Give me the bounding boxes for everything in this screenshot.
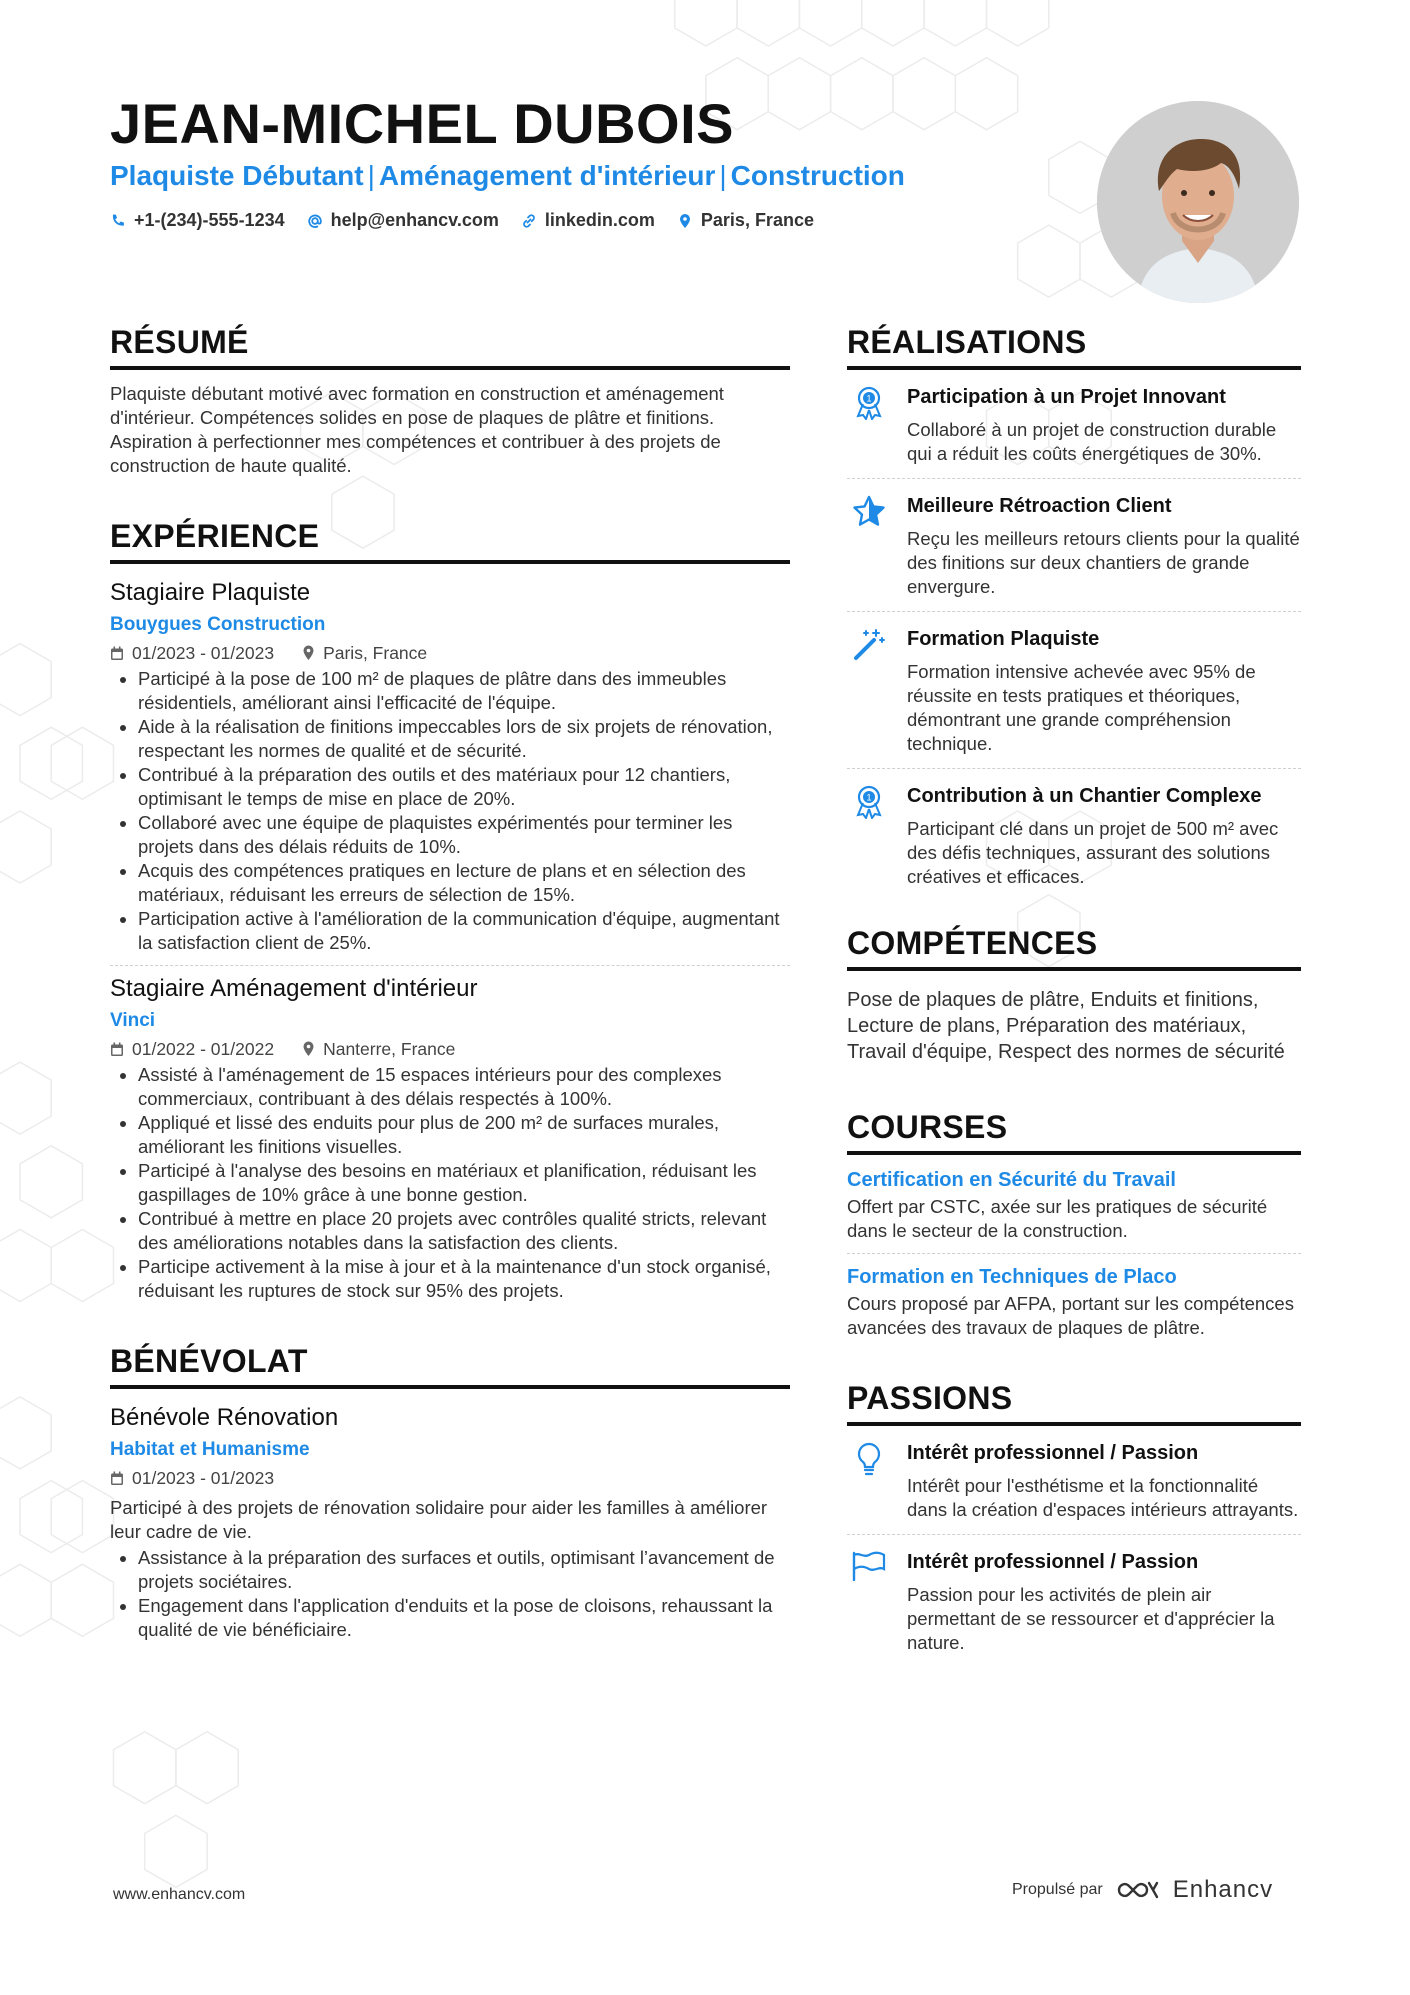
calendar-icon: [110, 646, 124, 661]
volunteer-org: Habitat et Humanisme: [110, 1439, 310, 1460]
job-entry: [110, 578, 790, 955]
location-pin-icon: [302, 1041, 315, 1057]
skills-text: Pose de plaques de plâtre, Enduits et finitions, Lecture de plans, Préparation des matériaux, Travail d'équipe, Respect des normes de sécurité: [847, 989, 1285, 1063]
achievement-desc: Collaboré à un projet de construction durable qui a réduit les coûts énergétiques de 30%.: [907, 419, 1277, 464]
bullet-item: • Appliqué et lissé des enduits pour plus de 200 m² de surfaces murales, améliorant les finitions visuelles.: [138, 1111, 790, 1159]
contact-linkedin[interactable]: [521, 210, 655, 231]
enhancv-logo-icon: [1115, 1878, 1161, 1902]
job-dates: [110, 641, 274, 665]
volunteer-summary: Participé à des projets de rénovation solidaire pour aider les familles à améliorer leur cadre de vie.: [110, 1497, 768, 1542]
job-title: Stagiaire Plaquiste: [110, 579, 311, 606]
job-bullets: [110, 1063, 790, 1303]
job-bullets: [110, 667, 790, 955]
contact-linkedin-text: linkedin.com: [544, 210, 655, 230]
job-dates: [110, 1037, 274, 1061]
job-title: Stagiaire Aménagement d'intérieur: [110, 975, 478, 1002]
svg-text:1: 1: [866, 393, 872, 404]
location-pin-icon: [302, 645, 315, 661]
contact-location-text: Paris, France: [700, 210, 814, 230]
contact-email[interactable]: [307, 210, 499, 231]
section-title-passions: PASSIONS: [847, 1382, 1301, 1426]
brand-name: Enhancv: [1172, 1876, 1274, 1903]
bullet-item: • Participé à la pose de 100 m² de plaques de plâtre dans des immeubles résidentiels, améliorant ainsi l'efficacité de l'équipe.: [138, 667, 790, 715]
volunteer-section: [110, 1345, 790, 1642]
star-icon: [847, 493, 891, 599]
passion-desc: Intérêt pour l'esthétisme et la fonctionnalité dans la création d'espaces intérieurs attrayants.: [907, 1475, 1299, 1520]
achievement-desc: Participant clé dans un projet de 500 m² avec des défis techniques, assurant des solutions créatives et efficaces.: [907, 818, 1279, 887]
passion-item: [847, 1534, 1301, 1667]
achievements-section: [847, 326, 1301, 901]
location-pin-icon: [677, 213, 693, 229]
award-ribbon-icon: [847, 783, 891, 889]
resume-summary-section: [110, 326, 790, 478]
job-dates-text: 01/2022 - 01/2022: [132, 1039, 275, 1059]
portrait-illustration: [1097, 101, 1299, 303]
bullet-item: • Participation active à l'amélioration de la communication d'équipe, augmentant la satisfaction client de 25%.: [138, 907, 790, 955]
bullet-item: • Collaboré avec une équipe de plaquistes expérimentés pour terminer les projets dans des délais réduits de 10%.: [138, 811, 790, 859]
magic-wand-icon: [847, 626, 891, 756]
job-location-text: Nanterre, France: [323, 1039, 456, 1059]
headline: [110, 162, 905, 190]
job-meta: [110, 641, 790, 665]
achievement-item: [847, 478, 1301, 611]
phone-icon: [110, 213, 126, 229]
contact-email-text: help@enhancv.com: [330, 210, 499, 230]
link-icon: [521, 213, 537, 229]
volunteer-dates-text: 01/2023 - 01/2023: [132, 1468, 275, 1488]
candidate-name: JEAN-MICHEL DUBOIS: [110, 92, 735, 155]
course-item: [847, 1264, 1301, 1340]
job-dates-text: 01/2023 - 01/2023: [132, 643, 275, 663]
footer-branding: [1012, 1876, 1273, 1904]
course-title: Certification en Sécurité du Travail: [847, 1169, 1176, 1191]
section-title-resume: RÉSUMÉ: [110, 326, 790, 370]
volunteer-dates: [110, 1466, 274, 1490]
calendar-icon: [110, 1471, 124, 1486]
powered-by-label: Propulsé par: [1012, 1881, 1103, 1898]
course-title: Formation en Techniques de Placo: [847, 1266, 1177, 1288]
bullet-item: • Assisté à l'aménagement de 15 espaces intérieurs pour des complexes commerciaux, contribuant à des délais respectés à 100%.: [138, 1063, 790, 1111]
company-name: Vinci: [110, 1010, 156, 1031]
bullet-item: • Engagement dans l'application d'enduits et la pose de cloisons, rehaussant la qualité de vie bénéficiaire.: [138, 1594, 790, 1642]
passions-section: [847, 1382, 1301, 1667]
at-icon: [307, 213, 323, 229]
footer-website[interactable]: www.enhancv.com: [113, 1886, 246, 1903]
job-location-text: Paris, France: [323, 643, 428, 663]
course-desc: Offert par CSTC, axée sur les pratiques de sécurité dans le secteur de la construction.: [847, 1196, 1268, 1241]
achievement-title: Contribution à un Chantier Complexe: [907, 785, 1262, 807]
volunteer-role: Bénévole Rénovation: [110, 1404, 339, 1431]
contact-location: [677, 210, 814, 231]
section-title-achievements: RÉALISATIONS: [847, 326, 1301, 370]
job-meta: [110, 1037, 790, 1061]
achievement-item: [847, 768, 1301, 901]
headline-part: Aménagement d'intérieur: [378, 160, 716, 191]
bullet-item: • Aide à la réalisation de finitions impeccables lors de six projets de rénovation, respectant les normes de qualité et de sécurité.: [138, 715, 790, 763]
achievement-title: Meilleure Rétroaction Client: [907, 495, 1172, 517]
bullet-item: • Participé à l'analyse des besoins en matériaux et planification, réduisant les gaspillages de 10% grâce à une bonne gestion.: [138, 1159, 790, 1207]
achievement-title: Formation Plaquiste: [907, 628, 1100, 650]
achievement-title: Participation à un Projet Innovant: [907, 386, 1226, 408]
award-ribbon-icon: [847, 384, 891, 466]
passion-item: [847, 1426, 1301, 1534]
section-title-skills: COMPÉTENCES: [847, 927, 1301, 971]
contact-phone-text: +1-(234)-555-1234: [134, 210, 285, 230]
bullet-item: • Participe activement à la mise à jour et à la maintenance d'un stock organisé, réduisant les ruptures de stock sur 95% des projets.: [138, 1255, 790, 1303]
bullet-item: • Contribué à mettre en place 20 projets avec contrôles qualité stricts, relevant des améliorations notables dans la satisfaction des clients.: [138, 1207, 790, 1255]
headline-separator: |: [719, 160, 727, 191]
course-desc: Cours proposé par AFPA, portant sur les compétences avancées des travaux de plaques de plâtre.: [847, 1293, 1294, 1338]
bullet-item: • Contribué à la préparation des outils et des matériaux pour 12 chantiers, optimisant le temps de mise en place de 20%.: [138, 763, 790, 811]
calendar-icon: [110, 1042, 124, 1057]
headline-part: Plaquiste Débutant: [110, 160, 364, 191]
company-name: Bouygues Construction: [110, 614, 326, 635]
lightbulb-icon: [847, 1440, 891, 1522]
passion-title: Intérêt professionnel / Passion: [907, 1442, 1199, 1464]
achievement-desc: Reçu les meilleurs retours clients pour la qualité des finitions sur deux chantiers de grande envergure.: [907, 528, 1300, 597]
bullet-item: • Assistance à la préparation des surfaces et outils, optimisant l’avancement de projets sociétaires.: [138, 1546, 790, 1594]
achievement-item: [847, 370, 1301, 478]
left-column: [110, 326, 790, 1642]
divider: [110, 965, 790, 966]
svg-text:1: 1: [866, 792, 872, 803]
section-title-volunteer: BÉNÉVOLAT: [110, 1345, 790, 1389]
job-location: [302, 1037, 455, 1061]
right-column: [847, 326, 1301, 1667]
passion-title: Intérêt professionnel / Passion: [907, 1551, 1199, 1573]
experience-section: [110, 520, 790, 1303]
contact-phone[interactable]: [110, 210, 285, 231]
job-location: [302, 641, 427, 665]
profile-photo: [1097, 101, 1299, 303]
achievement-desc: Formation intensive achevée avec 95% de réussite en tests pratiques et théoriques, démontrant une grande compréhension technique.: [907, 661, 1256, 754]
skills-section: [847, 927, 1301, 1065]
bullet-item: • Acquis des compétences pratiques en lecture de plans et en sélection des matériaux, réduisant les erreurs de sélection de 15%.: [138, 859, 790, 907]
divider: [847, 1253, 1301, 1254]
achievement-item: [847, 611, 1301, 768]
passion-desc: Passion pour les activités de plein air permettant de se ressourcer et d'apprécier la nature.: [907, 1584, 1275, 1653]
course-item: [847, 1167, 1301, 1243]
summary-text: Plaquiste débutant motivé avec formation en construction et aménagement d'intérieur. Compétences solides en pose de plaques de plâtre et finitions. Aspiration à perfectionner mes compétences et contribuer à des projets de construction de haute qualité.: [110, 383, 724, 476]
section-title-courses: COURSES: [847, 1111, 1301, 1155]
volunteer-meta: [110, 1466, 790, 1490]
contact-bar: [110, 210, 814, 231]
volunteer-bullets: [110, 1546, 790, 1642]
flag-icon: [847, 1549, 891, 1655]
headline-part: Construction: [730, 160, 905, 191]
section-title-experience: EXPÉRIENCE: [110, 520, 790, 564]
headline-separator: |: [367, 160, 375, 191]
job-entry: [110, 974, 790, 1303]
courses-section: [847, 1111, 1301, 1340]
